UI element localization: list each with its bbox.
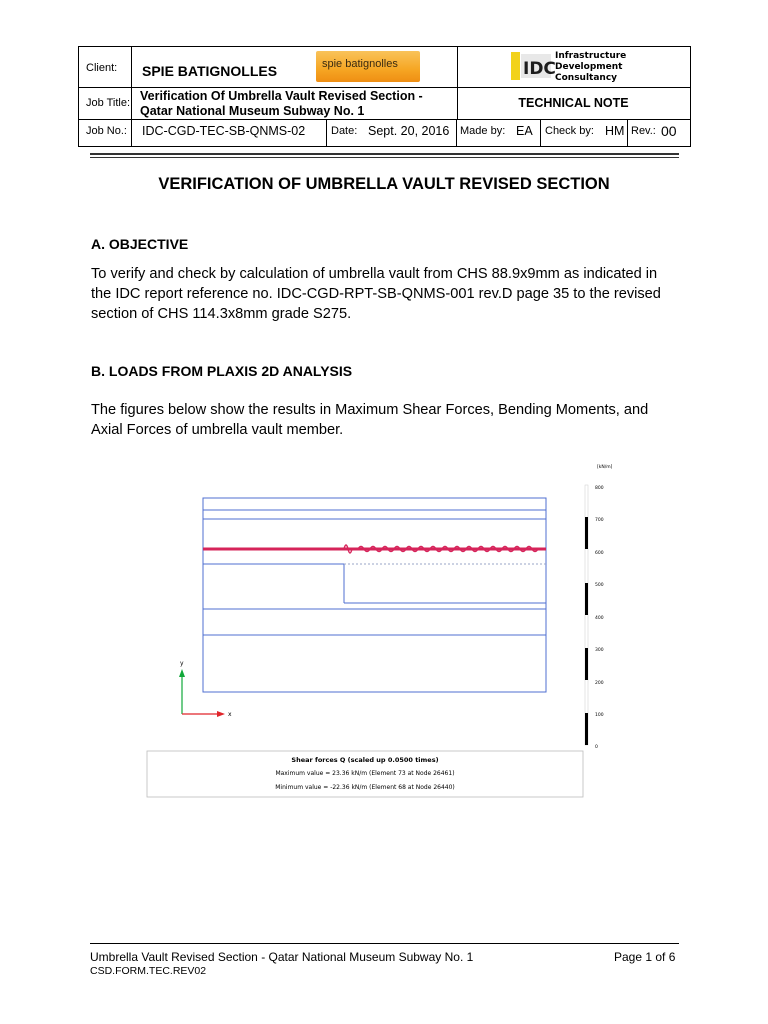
svg-text:700: 700 xyxy=(595,518,604,523)
svg-text:500: 500 xyxy=(595,583,604,588)
x-axis-label: x xyxy=(228,711,232,718)
job-title-value: Verification Of Umbrella Vault Revised Section - Qatar National Museum Subway No. 1 xyxy=(140,89,423,118)
svg-text:0: 0 xyxy=(595,745,598,750)
idc-logo xyxy=(511,52,556,80)
col-divider xyxy=(456,119,457,146)
spie-batignolles-logo: spie batignolles xyxy=(316,51,420,82)
model-geometry xyxy=(203,498,546,692)
client-label: Client: xyxy=(86,62,118,74)
col-divider xyxy=(627,119,628,146)
caption-min: Minimum value = -22.36 kN/m (Element 68 at Node 26440) xyxy=(275,784,455,791)
document-type: TECHNICAL NOTE xyxy=(518,96,629,110)
row-divider xyxy=(79,87,690,88)
check-by-label: Check by: xyxy=(545,125,594,137)
col-divider xyxy=(326,119,327,146)
footer-rule xyxy=(90,943,679,944)
plaxis-shear-force-figure xyxy=(140,455,613,800)
section-a-body: To verify and check by calculation of umbrella vault from CHS 88.9x9mm as indicated in the IDC report reference no. IDC-CGD-RPT-SB-QNMS-001 rev.D page 35 to the revised section of CHS 114.3x8mm grade S275. xyxy=(91,266,661,322)
header-rule xyxy=(90,153,679,155)
date-value: Sept. 20, 2016 xyxy=(368,124,450,138)
y-axis-arrow xyxy=(179,669,185,677)
made-by-value: EA xyxy=(516,124,533,138)
rev-label: Rev.: xyxy=(631,125,656,137)
svg-text:100: 100 xyxy=(595,713,604,718)
col-divider xyxy=(540,119,541,146)
caption-title: Shear forces Q (scaled up 0.0500 times) xyxy=(291,756,439,764)
footer-title: Umbrella Vault Revised Section - Qatar National Museum Subway No. 1 xyxy=(90,950,474,964)
legend-unit: [kN/m] xyxy=(597,465,613,470)
svg-text:IDC: IDC xyxy=(523,59,556,79)
client-value: SPIE BATIGNOLLES xyxy=(142,63,278,79)
consultant-name: Infrastructure Development Consultancy xyxy=(555,51,627,83)
page-title: VERIFICATION OF UMBRELLA VAULT REVISED SECTION xyxy=(158,175,610,193)
rev-value: 00 xyxy=(661,123,677,139)
section-b-body: The figures below show the results in Maximum Shear Forces, Bending Moments, and Axial Forces of umbrella vault member. xyxy=(91,402,649,438)
svg-text:600: 600 xyxy=(595,551,604,556)
check-by-value: HM xyxy=(605,124,625,138)
col-divider xyxy=(131,47,132,146)
made-by-label: Made by: xyxy=(460,125,506,137)
job-title-label: Job Title: xyxy=(86,97,131,109)
header-table xyxy=(78,46,691,147)
caption-max: Maximum value = 23.36 kN/m (Element 73 at Node 26461) xyxy=(275,770,455,777)
row-divider xyxy=(79,119,690,120)
y-axis-label: y xyxy=(180,660,184,667)
header-rule xyxy=(90,157,679,158)
svg-text:800: 800 xyxy=(595,486,604,491)
svg-text:200: 200 xyxy=(595,681,604,686)
section-b-heading: B. LOADS FROM PLAXIS 2D ANALYSIS xyxy=(91,363,353,379)
svg-text:400: 400 xyxy=(595,616,604,621)
page-number: Page 1 of 6 xyxy=(614,950,676,964)
section-a-heading: A. OBJECTIVE xyxy=(91,236,189,252)
svg-text:300: 300 xyxy=(595,648,604,653)
job-no-value: IDC-CGD-TEC-SB-QNMS-02 xyxy=(142,124,306,138)
legend-scale xyxy=(585,464,613,750)
job-no-label: Job No.: xyxy=(86,125,127,137)
form-code: CSD.FORM.TEC.REV02 xyxy=(90,965,207,977)
x-axis-arrow xyxy=(217,711,225,717)
date-label: Date: xyxy=(331,125,358,137)
